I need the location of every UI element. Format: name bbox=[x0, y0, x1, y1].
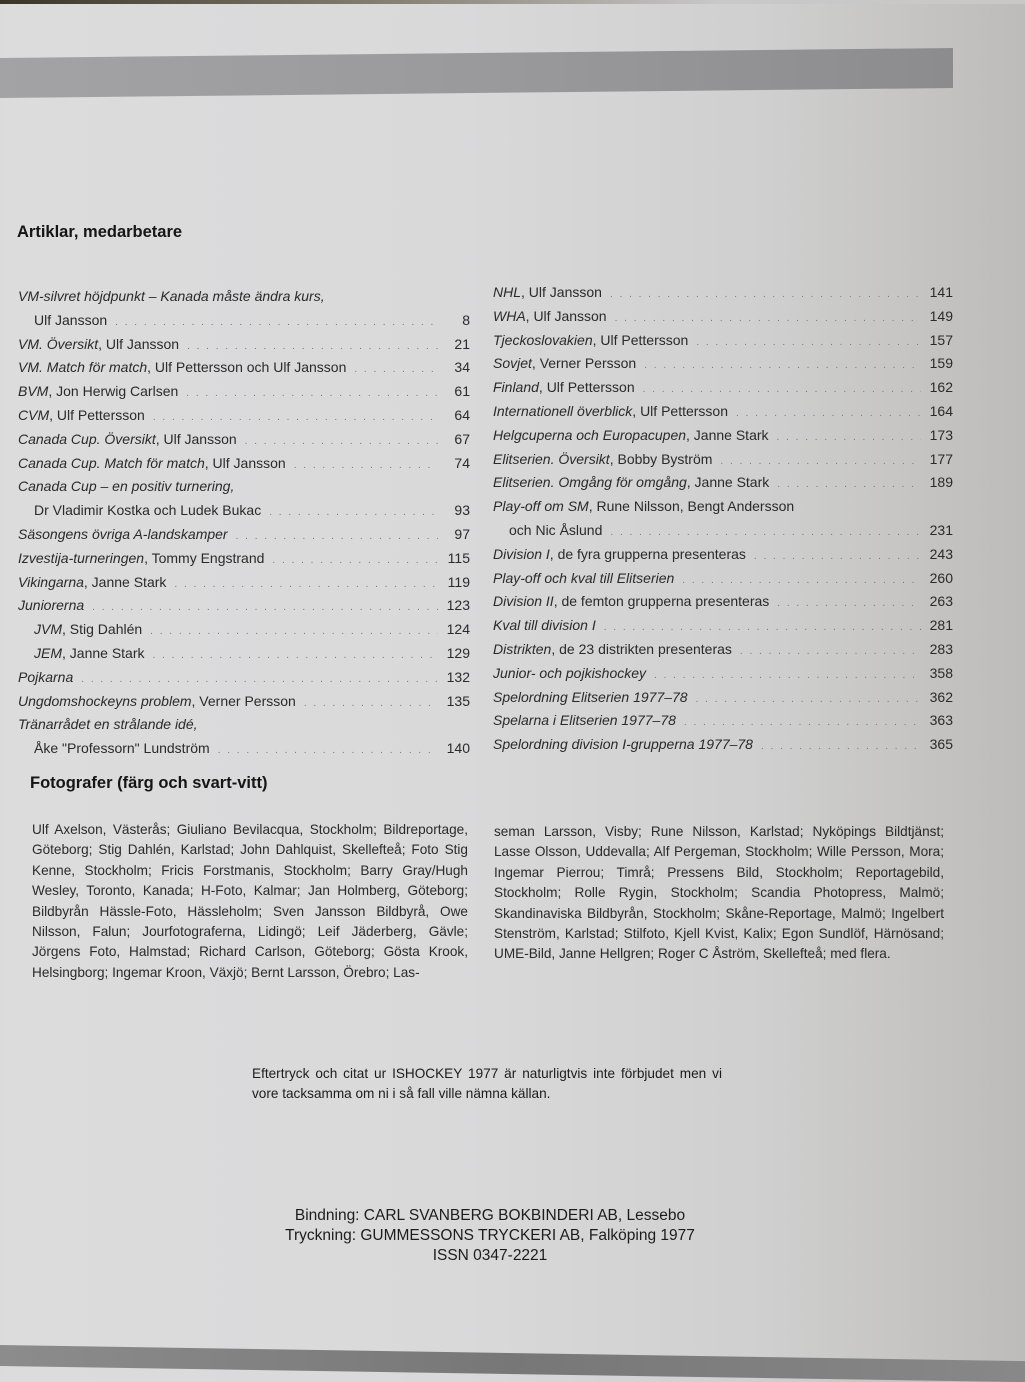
toc-entry-text bbox=[18, 334, 179, 355]
toc-entry bbox=[18, 595, 470, 619]
toc-left-column bbox=[18, 286, 470, 762]
toc-entry-author: Ulf Jansson bbox=[34, 311, 108, 328]
toc-entry-author: , Ulf Jansson bbox=[525, 307, 607, 324]
toc-page-number: 263 bbox=[929, 593, 953, 610]
toc-page-number: 123 bbox=[446, 597, 470, 614]
toc-entry-title: BVM bbox=[18, 383, 49, 400]
toc-entry bbox=[493, 496, 953, 520]
toc-entry-title: WHA bbox=[493, 307, 526, 324]
toc-entry bbox=[18, 286, 470, 310]
toc-entry-title: Elitserien. Översikt bbox=[493, 450, 610, 467]
toc-entry-title: Vikingarna bbox=[18, 573, 84, 590]
dot-leader bbox=[92, 598, 438, 619]
toc-page-number: 358 bbox=[929, 664, 953, 681]
toc-entry bbox=[18, 643, 470, 667]
toc-entry bbox=[18, 405, 470, 429]
colophon bbox=[240, 1206, 740, 1266]
toc-page-number: 124 bbox=[446, 621, 470, 638]
toc-page-number: 231 bbox=[929, 521, 953, 538]
toc-entry bbox=[493, 449, 953, 473]
toc-entry bbox=[493, 377, 953, 401]
dot-leader bbox=[294, 456, 438, 477]
toc-entry bbox=[18, 691, 470, 715]
photographers-left-text: Ulf Axelson, Västerås; Giuliano Bevilacqua, Stockholm; Bildreportage, Göteborg; Stig Dahlén, Karlstad; John Dahlquist, Skellefteå; Foto Stig Kenne, Stockholm; Fricis Forstmanis, Stockholm; Barry Gray/Hugh Wesley, Toronto, Kanada; H-Foto, Kalmar; Jan Holmberg, Göteborg; Bildbyrån Hässle-Foto, Hässleholm; Sven Jansson Bildbyrå, Owe Nilsson, Falun; Jourfotograferna, Lidingö; Leif Jäderberg, Gävle; Jörgens Foto, Halmstad; Richard Carlson, Göteborg; Gösta Krook, Helsingborg; Ingemar Kroon, Växjö; Bernt Larsson, Örebro; Las- bbox=[32, 822, 468, 980]
toc-entry-author: , Ulf Pettersson bbox=[538, 379, 635, 396]
dot-leader bbox=[150, 622, 438, 643]
reprint-notice: Eftertryck och citat ur ISHOCKEY 1977 är naturligtvis inte förbjudet men vi vore tacksamma om ni i så fall ville nämna källan. bbox=[252, 1066, 722, 1101]
toc-entry-text bbox=[18, 381, 178, 402]
dot-leader bbox=[643, 380, 921, 401]
toc-entry-title: Spelordning Elitserien 1977–78 bbox=[493, 688, 688, 705]
toc-entry-author: , Ulf Pettersson och Ulf Jansson bbox=[147, 359, 347, 376]
toc-entry-text bbox=[18, 500, 261, 521]
toc-entry bbox=[18, 429, 470, 453]
toc-entry-title: Ungdomshockeyns problem bbox=[18, 692, 192, 709]
dot-leader bbox=[610, 285, 921, 306]
dot-leader bbox=[354, 360, 438, 381]
toc-entry-text bbox=[493, 687, 688, 708]
toc-entry-author: Åke "Professorn" Lundström bbox=[34, 740, 210, 757]
toc-entry-text bbox=[18, 619, 142, 640]
toc-entry-author: , Ulf Pettersson bbox=[592, 331, 689, 348]
toc-entry-author: , Janne Stark bbox=[686, 474, 770, 491]
dot-leader bbox=[720, 452, 921, 473]
dot-leader bbox=[684, 713, 921, 734]
toc-entry bbox=[18, 310, 470, 334]
dot-leader bbox=[174, 575, 438, 596]
toc-entry-title: Play-off om SM bbox=[493, 498, 589, 515]
toc-page-number: 141 bbox=[929, 284, 953, 300]
dot-leader bbox=[615, 309, 921, 330]
toc-entry bbox=[493, 520, 953, 544]
toc-entry-title: Division I bbox=[493, 545, 550, 562]
toc-entry-text bbox=[493, 282, 602, 303]
toc-entry-title: Spelarna i Elitserien 1977–78 bbox=[493, 712, 676, 729]
page-bottom-edge bbox=[0, 1345, 1025, 1382]
toc-page-number: 189 bbox=[929, 474, 953, 491]
printing-line: Tryckning: GUMMESSONS TRYCKERI AB, Falköping 1977 bbox=[285, 1227, 695, 1244]
toc-entry-author: , de 23 distrikten presenteras bbox=[551, 640, 732, 657]
toc-entry bbox=[18, 524, 470, 548]
toc-entry-title: JEM bbox=[34, 644, 62, 661]
toc-entry-title: Play-off och kval till Elitserien bbox=[493, 569, 675, 586]
toc-entry-text bbox=[493, 520, 602, 541]
toc-page-number: 119 bbox=[447, 573, 470, 590]
toc-entry-title: Canada Cup. Match för match bbox=[18, 454, 205, 471]
photographers-heading: Fotografer (färg och svart-vitt) bbox=[30, 774, 268, 792]
toc-page-number: 363 bbox=[929, 712, 953, 729]
toc-entry-title: Izvestija-turneringen bbox=[18, 549, 145, 566]
toc-entry-author: , de fyra grupperna presenteras bbox=[549, 545, 746, 562]
dot-leader bbox=[696, 690, 921, 711]
toc-entry-title: CVM bbox=[18, 406, 50, 423]
toc-entry-author: och Nic Åslund bbox=[509, 521, 603, 538]
toc-entry bbox=[18, 667, 470, 691]
toc-entry bbox=[18, 334, 470, 358]
toc-entry-text bbox=[493, 401, 728, 422]
toc-entry-author: , Jon Herwig Carlsen bbox=[48, 383, 179, 400]
toc-entry-text bbox=[18, 453, 286, 474]
toc-entry bbox=[493, 615, 953, 639]
dot-leader bbox=[245, 432, 438, 453]
toc-page-number: 67 bbox=[454, 430, 470, 447]
toc-entry-author: , Ulf Pettersson bbox=[632, 402, 728, 419]
toc-entry-text bbox=[493, 377, 635, 398]
photographers-right-text: seman Larsson, Visby; Rune Nilsson, Karlstad; Nyköpings Bildtjänst; Lasse Olsson, Uddevalla; Alf Pergeman, Stockholm; Wille Persson, Mora; Ingemar Pierrou; Timrå; Pressens Bild, Stockholm; Reportagebild, Stockholm; Rolle Rygin, Stockholm; Scandia Photopress, Malmö; Skandinaviska Bildbyrån, Stockholm; Skåne-Reportage, Malmö; Ingelbert Stenström, Karlstad; Stilfoto, Kjell Kvist, Kalix; Egon Sundlöf, Härnösand; UME-Bild, Janne Hellgren; Roger C Åström, Skellefteå; med flera. bbox=[494, 824, 944, 962]
toc-page-number: 283 bbox=[929, 640, 953, 657]
dot-leader bbox=[740, 642, 921, 663]
toc-page-number: 129 bbox=[446, 644, 470, 661]
toc-entry-text bbox=[18, 286, 325, 307]
toc-page-number: 34 bbox=[454, 359, 470, 376]
toc-entry-author: , Tommy Engstrand bbox=[144, 549, 265, 566]
toc-page-number: 64 bbox=[454, 406, 470, 423]
toc-entry bbox=[493, 401, 953, 425]
toc-entry-text bbox=[18, 667, 73, 688]
dot-leader bbox=[81, 670, 438, 691]
toc-entry-author: , Ulf Jansson bbox=[98, 335, 180, 352]
toc-page-number: 135 bbox=[446, 692, 470, 709]
toc-page-number: 132 bbox=[446, 668, 470, 685]
toc-page-number: 162 bbox=[929, 379, 953, 396]
toc-right-column bbox=[493, 282, 953, 758]
toc-entry-author: Dr Vladimir Kostka och Ludek Bukac bbox=[34, 502, 262, 519]
dot-leader bbox=[682, 571, 921, 592]
toc-entry-text bbox=[18, 595, 84, 616]
toc-entry bbox=[18, 453, 470, 477]
toc-entry-text bbox=[18, 357, 346, 378]
toc-entry-author: , Verner Persson bbox=[531, 355, 637, 372]
toc-page-number: 243 bbox=[929, 545, 953, 562]
toc-page-number: 149 bbox=[929, 307, 953, 324]
toc-entry-text bbox=[493, 734, 753, 755]
toc-entry-author: , Rune Nilsson, Bengt Andersson bbox=[588, 498, 795, 515]
toc-entry bbox=[493, 353, 953, 377]
toc-entry-title: VM-silvret höjdpunkt – Kanada måste ändra kurs, bbox=[18, 288, 325, 304]
toc-entry-author: , Stig Dahlén bbox=[62, 621, 143, 638]
dot-leader bbox=[153, 408, 438, 429]
toc-entry-title: Juniorerna bbox=[18, 597, 85, 614]
dot-leader bbox=[761, 737, 921, 758]
toc-entry-author: , Janne Stark bbox=[83, 573, 167, 590]
toc-entry bbox=[493, 330, 953, 354]
toc-entry-text bbox=[18, 405, 145, 426]
toc-page-number: 74 bbox=[454, 454, 470, 471]
toc-entry-title: Tjeckoslovakien bbox=[493, 331, 593, 348]
toc-entry bbox=[493, 639, 953, 663]
toc-entry bbox=[18, 619, 470, 643]
dot-leader bbox=[187, 337, 438, 358]
toc-entry-text bbox=[493, 568, 674, 589]
toc-entry-title: Elitserien. Omgång för omgång bbox=[493, 474, 687, 491]
toc-entry-text bbox=[493, 496, 794, 517]
toc-entry-author: , Verner Persson bbox=[191, 692, 296, 709]
toc-entry-title: NHL bbox=[493, 284, 522, 300]
toc-entry-title: Sovjet bbox=[493, 355, 532, 372]
toc-page-number: 365 bbox=[929, 736, 953, 753]
dot-leader bbox=[754, 547, 921, 568]
toc-entry-text bbox=[18, 691, 296, 712]
dot-leader bbox=[218, 741, 438, 762]
toc-page-number: 21 bbox=[454, 335, 470, 352]
toc-entry-title: Canada Cup – en positiv turnering, bbox=[18, 478, 235, 495]
toc-entry-title: Säsongens övriga A-landskamper bbox=[18, 525, 228, 542]
dot-leader bbox=[269, 503, 438, 524]
toc-page-number: 140 bbox=[446, 740, 470, 757]
articles-heading: Artiklar, medarbetare bbox=[17, 223, 183, 241]
toc-entry bbox=[493, 568, 953, 592]
toc-entry-text bbox=[18, 714, 198, 735]
dot-leader bbox=[236, 527, 438, 548]
toc-entry-text bbox=[18, 476, 234, 497]
toc-entry-author: , Janne Stark bbox=[686, 426, 769, 443]
toc-page-number: 177 bbox=[929, 450, 953, 467]
toc-entry bbox=[493, 710, 953, 734]
dot-leader bbox=[610, 523, 921, 544]
toc-entry-author: , de femton grupperna presenteras bbox=[553, 593, 770, 610]
toc-entry bbox=[493, 306, 953, 330]
page-top-edge bbox=[0, 0, 1025, 4]
toc-page-number: 97 bbox=[454, 525, 470, 542]
toc-entry-title: Pojkarna bbox=[18, 668, 74, 685]
dot-leader bbox=[186, 384, 438, 405]
toc-entry-title: Helgcuperna och Europacupen bbox=[493, 426, 687, 443]
toc-entry-title: Division II bbox=[493, 593, 554, 610]
dot-leader bbox=[777, 428, 921, 449]
toc-entry-text bbox=[493, 449, 712, 470]
toc-entry bbox=[18, 572, 470, 596]
dot-leader bbox=[736, 404, 921, 425]
toc-entry-title: Distrikten bbox=[493, 640, 552, 657]
toc-entry bbox=[18, 738, 470, 762]
dot-leader bbox=[153, 646, 439, 667]
toc-entry-text bbox=[493, 544, 746, 565]
toc-entry-author: , Ulf Pettersson bbox=[49, 406, 145, 423]
dot-leader bbox=[696, 333, 921, 354]
toc-entry-text bbox=[18, 310, 107, 331]
toc-entry-text bbox=[493, 330, 688, 351]
toc-page-number: 115 bbox=[447, 549, 470, 566]
toc-entry-title: Junior- och pojkishockey bbox=[493, 664, 647, 681]
toc-page-number: 173 bbox=[929, 426, 953, 443]
toc-entry-text bbox=[18, 429, 237, 450]
toc-entry-title: Kval till division I bbox=[493, 617, 596, 634]
header-gray-band bbox=[0, 48, 953, 98]
toc-page-number: 281 bbox=[929, 617, 953, 634]
toc-entry bbox=[493, 544, 953, 568]
toc-entry-title: Finland bbox=[493, 379, 539, 396]
toc-entry-title: JVM bbox=[34, 621, 62, 638]
toc-page-number: 8 bbox=[462, 311, 470, 328]
toc-entry-author: , Ulf Jansson bbox=[204, 454, 286, 471]
toc-page-number: 362 bbox=[929, 688, 953, 705]
toc-entry-author: , Bobby Byström bbox=[609, 450, 713, 467]
toc-entry-title: Spelordning division I-grupperna 1977–78 bbox=[493, 736, 753, 753]
toc-entry-text bbox=[18, 524, 228, 545]
toc-entry-text bbox=[493, 615, 596, 636]
dot-leader bbox=[777, 475, 921, 496]
toc-entry bbox=[18, 476, 470, 500]
toc-entry-author: , Janne Stark bbox=[62, 644, 145, 661]
toc-entry bbox=[18, 500, 470, 524]
dot-leader bbox=[777, 594, 921, 615]
toc-entry bbox=[493, 425, 953, 449]
toc-entry bbox=[493, 687, 953, 711]
toc-entry bbox=[493, 282, 953, 306]
toc-entry-text bbox=[493, 663, 646, 684]
toc-entry-text bbox=[493, 353, 636, 374]
toc-entry-title: Internationell överblick bbox=[493, 402, 633, 419]
toc-entry bbox=[493, 734, 953, 758]
toc-entry bbox=[493, 472, 953, 496]
toc-page-number: 157 bbox=[929, 331, 953, 348]
binding-line: Bindning: CARL SVANBERG BOKBINDERI AB, Lessebo bbox=[294, 1207, 686, 1224]
toc-entry-text bbox=[493, 472, 769, 493]
toc-entry-title: Canada Cup. Översikt bbox=[18, 430, 156, 447]
toc-entry bbox=[18, 357, 470, 381]
toc-page-number: 93 bbox=[454, 502, 470, 519]
toc-entry bbox=[493, 663, 953, 687]
dot-leader bbox=[272, 551, 438, 572]
toc-entry-author: , Ulf Jansson bbox=[155, 430, 237, 447]
toc-entry-text bbox=[18, 572, 166, 593]
toc-entry bbox=[493, 591, 953, 615]
toc-entry-text bbox=[18, 548, 264, 569]
toc-entry-text bbox=[493, 306, 607, 327]
toc-entry-title: VM. Översikt bbox=[18, 335, 99, 352]
toc-entry-text bbox=[493, 639, 732, 660]
toc-entry-text bbox=[18, 643, 145, 664]
toc-page-number: 159 bbox=[929, 355, 953, 372]
toc-entry-text bbox=[493, 425, 769, 446]
toc-entry bbox=[18, 548, 470, 572]
issn-line: ISSN 0347-2221 bbox=[432, 1247, 548, 1264]
dot-leader bbox=[604, 618, 921, 639]
dot-leader bbox=[304, 694, 438, 715]
toc-page-number: 61 bbox=[454, 383, 470, 400]
toc-entry-text bbox=[493, 591, 769, 612]
toc-entry-text bbox=[18, 738, 210, 759]
toc-page-number: 164 bbox=[929, 402, 953, 419]
dot-leader bbox=[644, 356, 921, 377]
toc-entry-author: , Ulf Jansson bbox=[521, 284, 602, 300]
toc-entry bbox=[18, 714, 470, 738]
toc-entry-title: VM. Match för match bbox=[18, 359, 148, 376]
dot-leader bbox=[654, 666, 921, 687]
dot-leader bbox=[115, 313, 438, 334]
toc-entry-title: Tränarrådet en strålande idé, bbox=[18, 716, 198, 733]
toc-entry-text bbox=[493, 710, 676, 731]
toc-entry bbox=[18, 381, 470, 405]
toc-page-number: 260 bbox=[929, 569, 953, 586]
